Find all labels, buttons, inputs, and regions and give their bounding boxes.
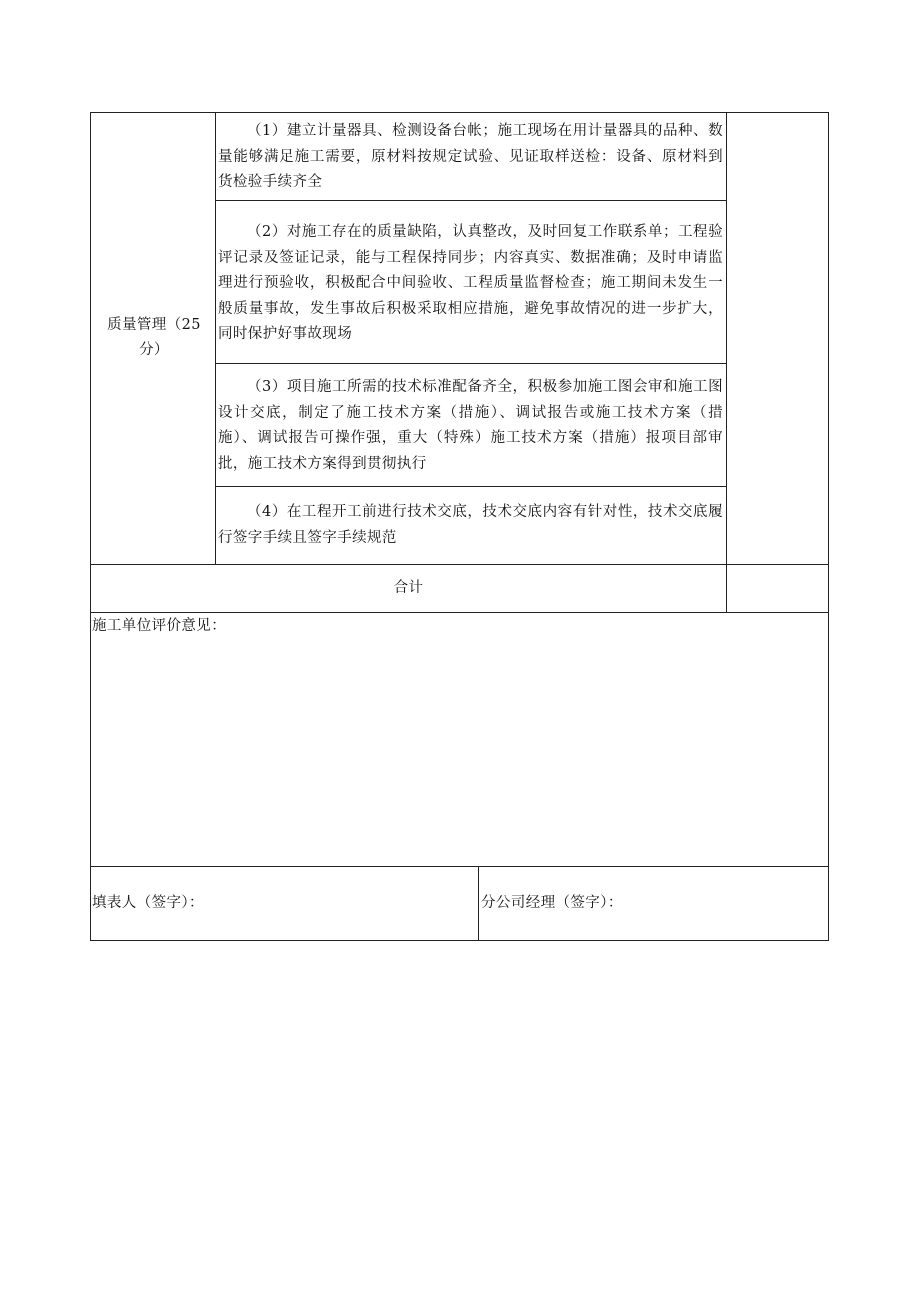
table-border-left bbox=[90, 112, 91, 941]
score-cell[interactable] bbox=[727, 201, 828, 363]
criteria-item-4 bbox=[218, 500, 723, 551]
criteria-text: （2）对施工存在的质量缺陷，认真整改，及时回复工作联系单；工程验评记录及签证记录，能与工程保持同步；内容真实、数据准确；及时申请监理进行预验收，积极配合中间验收、工程质量监督检查；施工期间未发生一般质量事故，发生事故后积极采取相应措施，避免事故情况的进一步扩大，同时保护好事故现场 bbox=[218, 224, 723, 342]
total-score-cell[interactable] bbox=[727, 565, 828, 612]
table-border-bottom bbox=[90, 940, 829, 941]
signer-label: 填表人（签字）： bbox=[92, 894, 204, 911]
criteria-item-3 bbox=[218, 375, 723, 477]
total-row-label bbox=[91, 565, 726, 612]
criteria-text: （1）建立计量器具、检测设备台帐；施工现场在用计量器具的品种、数量能够满足施工需要，原材料按规定试验、见证取样送检：设备、原材料到货检验手续齐全 bbox=[218, 123, 723, 190]
criteria-text: （4）在工程开工前进行技术交底，技术交底内容有针对性，技术交底履行签字手续且签字手续规范 bbox=[218, 504, 723, 546]
table-border-right bbox=[828, 112, 829, 941]
column-divider bbox=[215, 112, 216, 564]
row-divider bbox=[215, 200, 726, 201]
criteria-item-1 bbox=[218, 119, 723, 196]
opinion-area[interactable] bbox=[92, 614, 827, 865]
manager-cell[interactable] bbox=[481, 867, 827, 940]
category-cell bbox=[96, 112, 212, 564]
row-divider bbox=[215, 486, 726, 487]
signer-cell[interactable] bbox=[92, 867, 477, 940]
total-label: 合计 bbox=[393, 579, 424, 596]
row-divider bbox=[90, 612, 829, 613]
criteria-text: （3）项目施工所需的技术标准配备齐全，积极参加施工图会审和施工图设计交底，制定了施工技术方案（措施）、调试报告或施工技术方案（措施）、调试报告可操作强，重大（特殊）施工技术方案（措施）报项目部审批，施工技术方案得到贯彻执行 bbox=[218, 379, 723, 472]
opinion-label: 施工单位评价意见： bbox=[92, 618, 227, 634]
criteria-item-2 bbox=[218, 220, 723, 348]
score-cell[interactable] bbox=[727, 487, 828, 564]
column-divider bbox=[478, 866, 479, 940]
score-cell[interactable] bbox=[727, 113, 828, 200]
manager-label: 分公司经理（签字）： bbox=[481, 894, 623, 911]
row-divider bbox=[215, 363, 726, 364]
category-label: 质量管理（25分） bbox=[107, 316, 201, 358]
score-cell[interactable] bbox=[727, 364, 828, 486]
